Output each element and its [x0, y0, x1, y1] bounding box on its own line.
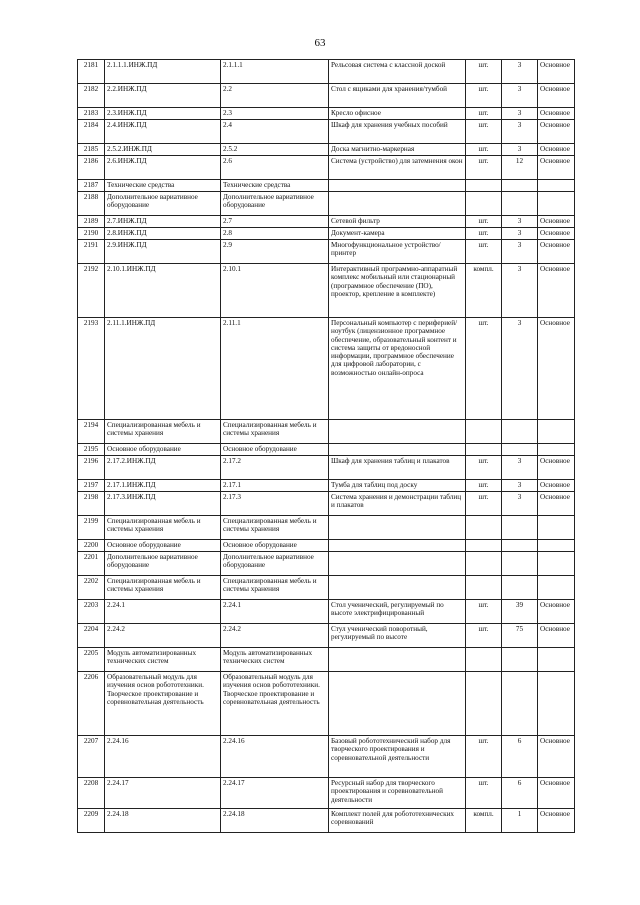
item-name-cell: Шкаф для хранения таблиц и плакатов: [329, 456, 466, 480]
row-number-cell: 2203: [78, 600, 105, 624]
item-name-cell: Стул ученический поворотный, регулируемый по высоте: [329, 624, 466, 648]
row-number-cell: 2198: [78, 492, 105, 516]
item-name-cell: [329, 552, 466, 576]
row-number-cell: 2193: [78, 318, 105, 420]
item-ref-cell: Дополнительное вариативное оборудование: [221, 552, 329, 576]
item-name-cell: Документ-камера: [329, 228, 466, 240]
item-ref-cell: 2.8: [221, 228, 329, 240]
quantity-cell: 3: [502, 264, 538, 318]
item-ref-cell: 2.5.2: [221, 144, 329, 156]
category-cell: Основное: [538, 456, 575, 480]
item-name-cell: [329, 672, 466, 736]
quantity-cell: 3: [502, 240, 538, 264]
row-number-cell: 2209: [78, 809, 105, 833]
item-ref-cell: 2.24.17: [221, 778, 329, 809]
item-ref-cell: 2.24.2: [221, 624, 329, 648]
item-name-cell: Стол с ящиками для хранения/тумбой: [329, 84, 466, 108]
item-ref-cell: 2.7: [221, 216, 329, 228]
item-name-cell: Кресло офисное: [329, 108, 466, 120]
unit-cell: [466, 648, 502, 672]
row-number-cell: 2182: [78, 84, 105, 108]
table-row: [78, 540, 575, 552]
unit-cell: [466, 576, 502, 600]
category-cell: Основное: [538, 492, 575, 516]
item-code-cell: 2.2.ИНЖ.ПД: [105, 84, 221, 108]
unit-cell: шт.: [466, 216, 502, 228]
table-row: [78, 456, 575, 480]
category-cell: Основное: [538, 240, 575, 264]
table-row: [78, 264, 575, 318]
item-name-cell: Персональный компьютер с периферией/ноутбук (лицензионное программное обеспечение, образовательный контент и система защиты от вредоносной информации, программное обеспечение для цифровой лаборатории, с возможностью онлайн-опроса: [329, 318, 466, 420]
table-row: [78, 228, 575, 240]
item-code-cell: 2.24.2: [105, 624, 221, 648]
quantity-cell: 3: [502, 144, 538, 156]
item-ref-cell: 2.2: [221, 84, 329, 108]
quantity-cell: [502, 552, 538, 576]
row-number-cell: 2204: [78, 624, 105, 648]
item-code-cell: 2.24.17: [105, 778, 221, 809]
table-row: [78, 120, 575, 144]
row-number-cell: 2192: [78, 264, 105, 318]
unit-cell: [466, 192, 502, 216]
item-name-cell: [329, 648, 466, 672]
quantity-cell: [502, 576, 538, 600]
unit-cell: шт.: [466, 778, 502, 809]
item-code-cell: 2.17.3.ИНЖ.ПД: [105, 492, 221, 516]
item-name-cell: [329, 540, 466, 552]
item-code-cell: 2.17.2.ИНЖ.ПД: [105, 456, 221, 480]
unit-cell: шт.: [466, 600, 502, 624]
item-code-cell: Специализированная мебель и системы хранения: [105, 420, 221, 444]
quantity-cell: [502, 540, 538, 552]
table-row: [78, 480, 575, 492]
unit-cell: шт.: [466, 624, 502, 648]
item-code-cell: 2.8.ИНЖ.ПД: [105, 228, 221, 240]
table-row: [78, 552, 575, 576]
row-number-cell: 2184: [78, 120, 105, 144]
category-cell: Основное: [538, 120, 575, 144]
item-code-cell: 2.6.ИНЖ.ПД: [105, 156, 221, 180]
row-number-cell: 2201: [78, 552, 105, 576]
quantity-cell: [502, 444, 538, 456]
quantity-cell: [502, 648, 538, 672]
item-ref-cell: Специализированная мебель и системы хранения: [221, 420, 329, 444]
item-ref-cell: Модуль автоматизированных технических систем: [221, 648, 329, 672]
item-code-cell: 2.7.ИНЖ.ПД: [105, 216, 221, 228]
category-cell: Основное: [538, 809, 575, 833]
category-cell: Основное: [538, 108, 575, 120]
item-name-cell: Стол ученический, регулируемый по высоте электрифицированный: [329, 600, 466, 624]
table-row: [78, 492, 575, 516]
table-row: [78, 180, 575, 192]
item-code-cell: Основное оборудование: [105, 444, 221, 456]
table-row: [78, 192, 575, 216]
unit-cell: шт.: [466, 240, 502, 264]
unit-cell: шт.: [466, 120, 502, 144]
category-cell: Основное: [538, 624, 575, 648]
quantity-cell: 12: [502, 156, 538, 180]
item-code-cell: Специализированная мебель и системы хранения: [105, 576, 221, 600]
quantity-cell: 3: [502, 318, 538, 420]
quantity-cell: 39: [502, 600, 538, 624]
item-ref-cell: 2.10.1: [221, 264, 329, 318]
row-number-cell: 2195: [78, 444, 105, 456]
item-name-cell: Комплект полей для робототехнических соревнований: [329, 809, 466, 833]
item-name-cell: Ресурсный набор для творческого проектирования и соревновательной деятельности: [329, 778, 466, 809]
quantity-cell: [502, 180, 538, 192]
table-row: [78, 624, 575, 648]
item-ref-cell: 2.6: [221, 156, 329, 180]
unit-cell: [466, 420, 502, 444]
unit-cell: шт.: [466, 156, 502, 180]
item-ref-cell: Специализированная мебель и системы хранения: [221, 576, 329, 600]
category-cell: Основное: [538, 156, 575, 180]
category-cell: [538, 420, 575, 444]
item-name-cell: [329, 192, 466, 216]
item-ref-cell: 2.24.16: [221, 736, 329, 778]
item-code-cell: Специализированная мебель и системы хранения: [105, 516, 221, 540]
item-code-cell: 2.9.ИНЖ.ПД: [105, 240, 221, 264]
table-row: [78, 672, 575, 736]
item-code-cell: Дополнительное вариативное оборудование: [105, 192, 221, 216]
item-name-cell: Сетевой фильтр: [329, 216, 466, 228]
item-ref-cell: 2.3: [221, 108, 329, 120]
table-row: [78, 736, 575, 778]
unit-cell: шт.: [466, 144, 502, 156]
item-code-cell: Технические средства: [105, 180, 221, 192]
item-name-cell: Тумба для таблиц под доску: [329, 480, 466, 492]
item-name-cell: Многофункциональное устройство/принтер: [329, 240, 466, 264]
row-number-cell: 2190: [78, 228, 105, 240]
row-number-cell: 2183: [78, 108, 105, 120]
category-cell: Основное: [538, 84, 575, 108]
item-code-cell: 2.11.1.ИНЖ.ПД: [105, 318, 221, 420]
row-number-cell: 2196: [78, 456, 105, 480]
item-ref-cell: 2.1.1.1: [221, 60, 329, 84]
table-row: [78, 576, 575, 600]
item-code-cell: 2.24.18: [105, 809, 221, 833]
table-row: [78, 600, 575, 624]
quantity-cell: 6: [502, 778, 538, 809]
table-row: [78, 648, 575, 672]
item-name-cell: Шкаф для хранения учебных пособий: [329, 120, 466, 144]
row-number-cell: 2197: [78, 480, 105, 492]
category-cell: [538, 540, 575, 552]
unit-cell: [466, 444, 502, 456]
item-code-cell: Основное оборудование: [105, 540, 221, 552]
category-cell: Основное: [538, 318, 575, 420]
unit-cell: шт.: [466, 84, 502, 108]
category-cell: Основное: [538, 480, 575, 492]
table-row: [78, 420, 575, 444]
item-ref-cell: 2.9: [221, 240, 329, 264]
category-cell: [538, 180, 575, 192]
table-row: [78, 60, 575, 84]
row-number-cell: 2208: [78, 778, 105, 809]
item-code-cell: 2.1.1.1.ИНЖ.ПД: [105, 60, 221, 84]
unit-cell: шт.: [466, 228, 502, 240]
quantity-cell: [502, 516, 538, 540]
item-code-cell: Образовательный модуль для изучения основ робототехники. Творческое проектирование и соревновательная деятельность: [105, 672, 221, 736]
quantity-cell: 3: [502, 84, 538, 108]
unit-cell: шт.: [466, 736, 502, 778]
item-name-cell: [329, 516, 466, 540]
quantity-cell: 3: [502, 108, 538, 120]
item-name-cell: Система хранения и демонстрации таблиц и плакатов: [329, 492, 466, 516]
row-number-cell: 2206: [78, 672, 105, 736]
quantity-cell: 1: [502, 809, 538, 833]
table-row: [78, 216, 575, 228]
row-number-cell: 2194: [78, 420, 105, 444]
row-number-cell: 2189: [78, 216, 105, 228]
item-ref-cell: Дополнительное вариативное оборудование: [221, 192, 329, 216]
quantity-cell: 3: [502, 480, 538, 492]
quantity-cell: 75: [502, 624, 538, 648]
equipment-table: [77, 59, 575, 833]
row-number-cell: 2191: [78, 240, 105, 264]
quantity-cell: [502, 420, 538, 444]
category-cell: Основное: [538, 144, 575, 156]
item-code-cell: 2.10.1.ИНЖ.ПД: [105, 264, 221, 318]
item-code-cell: 2.24.16: [105, 736, 221, 778]
unit-cell: шт.: [466, 492, 502, 516]
table-row: [78, 144, 575, 156]
item-name-cell: Система (устройство) для затемнения окон: [329, 156, 466, 180]
category-cell: Основное: [538, 778, 575, 809]
unit-cell: шт.: [466, 60, 502, 84]
category-cell: [538, 192, 575, 216]
quantity-cell: 6: [502, 736, 538, 778]
item-ref-cell: 2.11.1: [221, 318, 329, 420]
item-name-cell: [329, 420, 466, 444]
category-cell: [538, 576, 575, 600]
row-number-cell: 2205: [78, 648, 105, 672]
item-code-cell: 2.24.1: [105, 600, 221, 624]
item-ref-cell: Основное оборудование: [221, 540, 329, 552]
table-row: [78, 809, 575, 833]
item-ref-cell: Технические средства: [221, 180, 329, 192]
item-name-cell: Интерактивный программно-аппаратный комплекс мобильный или стационарный (программное обеспечение (ПО), проектор, крепление в комплекте): [329, 264, 466, 318]
category-cell: Основное: [538, 600, 575, 624]
category-cell: Основное: [538, 216, 575, 228]
table-row: [78, 84, 575, 108]
unit-cell: [466, 516, 502, 540]
item-code-cell: Модуль автоматизированных технических систем: [105, 648, 221, 672]
row-number-cell: 2185: [78, 144, 105, 156]
category-cell: [538, 444, 575, 456]
category-cell: Основное: [538, 60, 575, 84]
category-cell: [538, 516, 575, 540]
unit-cell: компл.: [466, 809, 502, 833]
table-row: [78, 444, 575, 456]
row-number-cell: 2187: [78, 180, 105, 192]
item-ref-cell: Основное оборудование: [221, 444, 329, 456]
item-name-cell: Доска магнитно-маркерная: [329, 144, 466, 156]
category-cell: [538, 552, 575, 576]
table-row: [78, 240, 575, 264]
category-cell: Основное: [538, 736, 575, 778]
unit-cell: шт.: [466, 108, 502, 120]
item-ref-cell: 2.24.18: [221, 809, 329, 833]
quantity-cell: 3: [502, 120, 538, 144]
table-row: [78, 516, 575, 540]
page-number: 63: [314, 37, 326, 49]
table-row: [78, 156, 575, 180]
table-row: [78, 318, 575, 420]
item-name-cell: [329, 576, 466, 600]
row-number-cell: 2188: [78, 192, 105, 216]
table-row: [78, 108, 575, 120]
item-name-cell: [329, 180, 466, 192]
quantity-cell: 3: [502, 492, 538, 516]
table-row: [78, 778, 575, 809]
row-number-cell: 2200: [78, 540, 105, 552]
item-name-cell: Рельсовая система с классной доской: [329, 60, 466, 84]
item-code-cell: 2.5.2.ИНЖ.ПД: [105, 144, 221, 156]
row-number-cell: 2199: [78, 516, 105, 540]
unit-cell: [466, 672, 502, 736]
row-number-cell: 2207: [78, 736, 105, 778]
item-code-cell: Дополнительное вариативное оборудование: [105, 552, 221, 576]
quantity-cell: 3: [502, 60, 538, 84]
category-cell: [538, 648, 575, 672]
unit-cell: [466, 540, 502, 552]
quantity-cell: [502, 192, 538, 216]
unit-cell: [466, 180, 502, 192]
item-ref-cell: Образовательный модуль для изучения основ робототехники. Творческое проектирование и соревновательная деятельность: [221, 672, 329, 736]
category-cell: Основное: [538, 264, 575, 318]
item-name-cell: [329, 444, 466, 456]
quantity-cell: 3: [502, 228, 538, 240]
item-code-cell: 2.3.ИНЖ.ПД: [105, 108, 221, 120]
unit-cell: шт.: [466, 480, 502, 492]
category-cell: [538, 672, 575, 736]
item-ref-cell: 2.17.2: [221, 456, 329, 480]
row-number-cell: 2186: [78, 156, 105, 180]
row-number-cell: 2181: [78, 60, 105, 84]
item-ref-cell: 2.24.1: [221, 600, 329, 624]
item-ref-cell: 2.17.3: [221, 492, 329, 516]
unit-cell: компл.: [466, 264, 502, 318]
unit-cell: шт.: [466, 456, 502, 480]
quantity-cell: [502, 672, 538, 736]
item-code-cell: 2.17.1.ИНЖ.ПД: [105, 480, 221, 492]
quantity-cell: 3: [502, 216, 538, 228]
item-ref-cell: 2.4: [221, 120, 329, 144]
unit-cell: [466, 552, 502, 576]
category-cell: Основное: [538, 228, 575, 240]
unit-cell: шт.: [466, 318, 502, 420]
item-code-cell: 2.4.ИНЖ.ПД: [105, 120, 221, 144]
item-ref-cell: Специализированная мебель и системы хранения: [221, 516, 329, 540]
item-name-cell: Базовый робототехнический набор для творческого проектирования и соревновательной деятельности: [329, 736, 466, 778]
row-number-cell: 2202: [78, 576, 105, 600]
quantity-cell: 3: [502, 456, 538, 480]
item-ref-cell: 2.17.1: [221, 480, 329, 492]
